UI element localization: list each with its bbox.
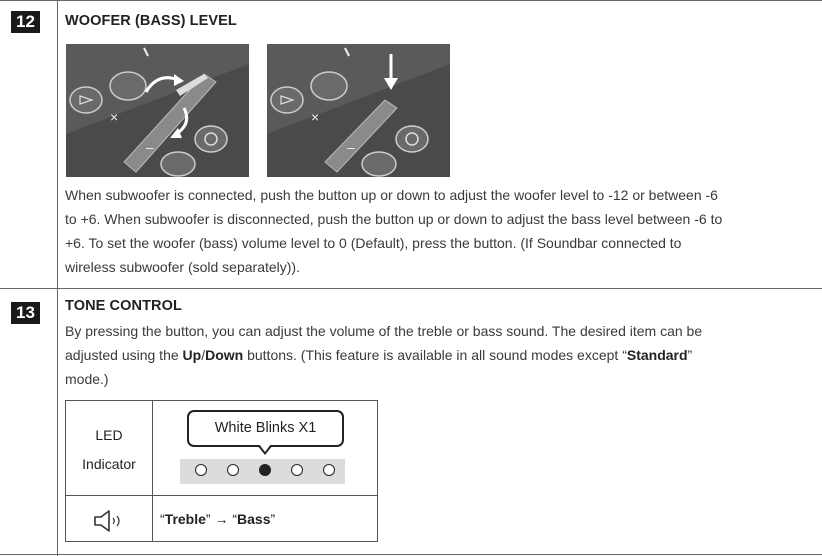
woofer-line-1: When subwoofer is connected, push the button up or down to adjust the woofer level to -12 or between -6: [65, 187, 718, 203]
tone-control-description: [65, 319, 702, 391]
section-title-tone-control: TONE CONTROL: [65, 298, 182, 314]
quote-open: “: [160, 511, 165, 527]
quote-close: ”: [270, 511, 276, 527]
speaker-volume-icon: [92, 509, 128, 533]
bubble-tail-inner: [259, 444, 271, 452]
treble-label: Treble: [164, 511, 206, 527]
woofer-description: [65, 183, 722, 279]
treble-bass-sequence: [160, 511, 275, 527]
svg-text:×: ×: [311, 109, 320, 125]
woofer-button-press-image: [267, 44, 450, 177]
section-divider: [0, 288, 822, 289]
tone-line-2a: adjusted using the: [65, 347, 183, 363]
section-title-woofer: WOOFER (BASS) LEVEL: [65, 13, 237, 29]
top-border: [0, 0, 822, 1]
led-dot-2: [227, 464, 239, 476]
led-indicator-table: [65, 400, 378, 542]
section-number-12: 12: [11, 11, 40, 33]
tone-line-3: mode.): [65, 371, 109, 387]
woofer-line-4: wireless subwoofer (sold separately)).: [65, 259, 300, 275]
woofer-button-push-up-down-image: [66, 44, 249, 177]
up-button-ref: Up: [182, 347, 202, 363]
led-dot-5: [323, 464, 335, 476]
column-divider: [57, 0, 58, 556]
section-number-13: 13: [11, 302, 40, 324]
table-column-divider: [152, 401, 153, 541]
svg-text:×: ×: [110, 109, 119, 125]
led-dot-3: [259, 464, 271, 476]
slash: /: [201, 347, 206, 363]
led-label-line-2: Indicator: [82, 456, 136, 472]
svg-text:–: –: [146, 139, 154, 155]
led-dot-1: [195, 464, 207, 476]
table-row-divider: [66, 495, 377, 496]
standard-mode-ref: Standard: [626, 347, 688, 363]
led-dot-4: [291, 464, 303, 476]
led-status-bubble: White Blinks X1: [187, 410, 344, 447]
woofer-line-3: +6. To set the woofer (bass) volume level to 0 (Default), press the button. (If Soundbar connected to: [65, 235, 682, 251]
tone-line-2c: ”: [687, 347, 693, 363]
led-indicator-label: [66, 421, 152, 479]
led-label-line-1: LED: [95, 427, 123, 443]
woofer-line-2: to +6. When subwoofer is disconnected, push the button up or down to adjust the bass level between -6 to: [65, 211, 723, 227]
tone-line-1: By pressing the button, you can adjust the volume of the treble or bass sound. The desired item can be: [65, 323, 703, 339]
bass-label: Bass: [237, 511, 271, 527]
svg-text:–: –: [347, 139, 355, 155]
remote-illustration-2: [267, 44, 450, 177]
tone-line-2b: buttons. (This feature is available in all sound modes except “: [243, 347, 627, 363]
remote-illustration-1: [66, 44, 249, 177]
tone-line-2: [65, 343, 702, 367]
bottom-border: [0, 554, 822, 555]
down-button-ref: Down: [205, 347, 244, 363]
arrow-sep: ” → “: [205, 511, 238, 527]
